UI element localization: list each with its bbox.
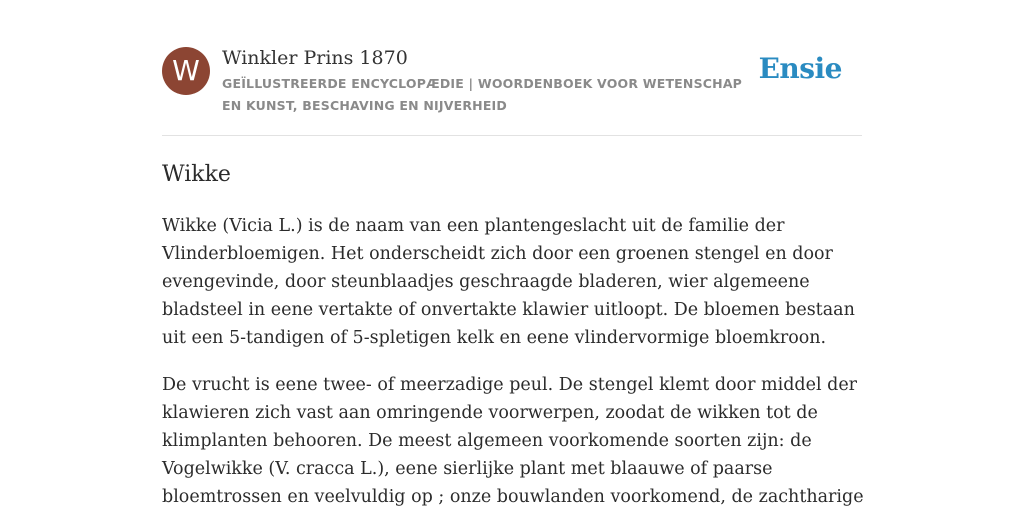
entry-paragraph-1: Wikke (Vicia L.) is de naam van een plantengeslacht uit de familie der Vlinderbloemigen. Het onderscheidt zich door een groenen stengel en door evengevinde, door steunblaadjes geschraagde bladeren, wier algemeene bladsteel in eene vertakte of onvertakte klawier uitloopt. De bloemen bestaan uit een 5-tandigen of 5-spletigen kelk en eene vlindervormige bloemkroon. bbox=[162, 216, 855, 348]
source-title[interactable]: Winkler Prins 1870 bbox=[222, 47, 408, 69]
source-avatar[interactable]: W bbox=[162, 47, 210, 95]
entry-body bbox=[162, 212, 872, 512]
ensie-logo[interactable]: Ensie bbox=[758, 52, 842, 85]
source-info bbox=[222, 44, 762, 117]
entry-paragraph-2: De vrucht is eene twee- of meerzadige peul. De stengel klemt door middel der klawieren zich vast aan omringende voorwerpen, zoodat de wikken tot de klimplanten behooren. De meest algemeen voorkomende soorten zijn: de Vogelwikke (V. cracca L.), eene sierlijke plant met blaauwe of paarse bloemtrossen en veelvuldig op ; onze bouwlanden voorkomend, de zachtharige bbox=[162, 375, 864, 507]
content-column bbox=[162, 0, 864, 507]
entry-title: Wikke bbox=[162, 162, 231, 187]
source-header bbox=[162, 0, 862, 136]
source-subtitle: GEÏLLUSTREERDE ENCYCLOPÆDIE | WOORDENBOEK VOOR WETENSCHAP EN KUNST, BESCHAVING EN NIJVERHEID bbox=[222, 76, 743, 113]
